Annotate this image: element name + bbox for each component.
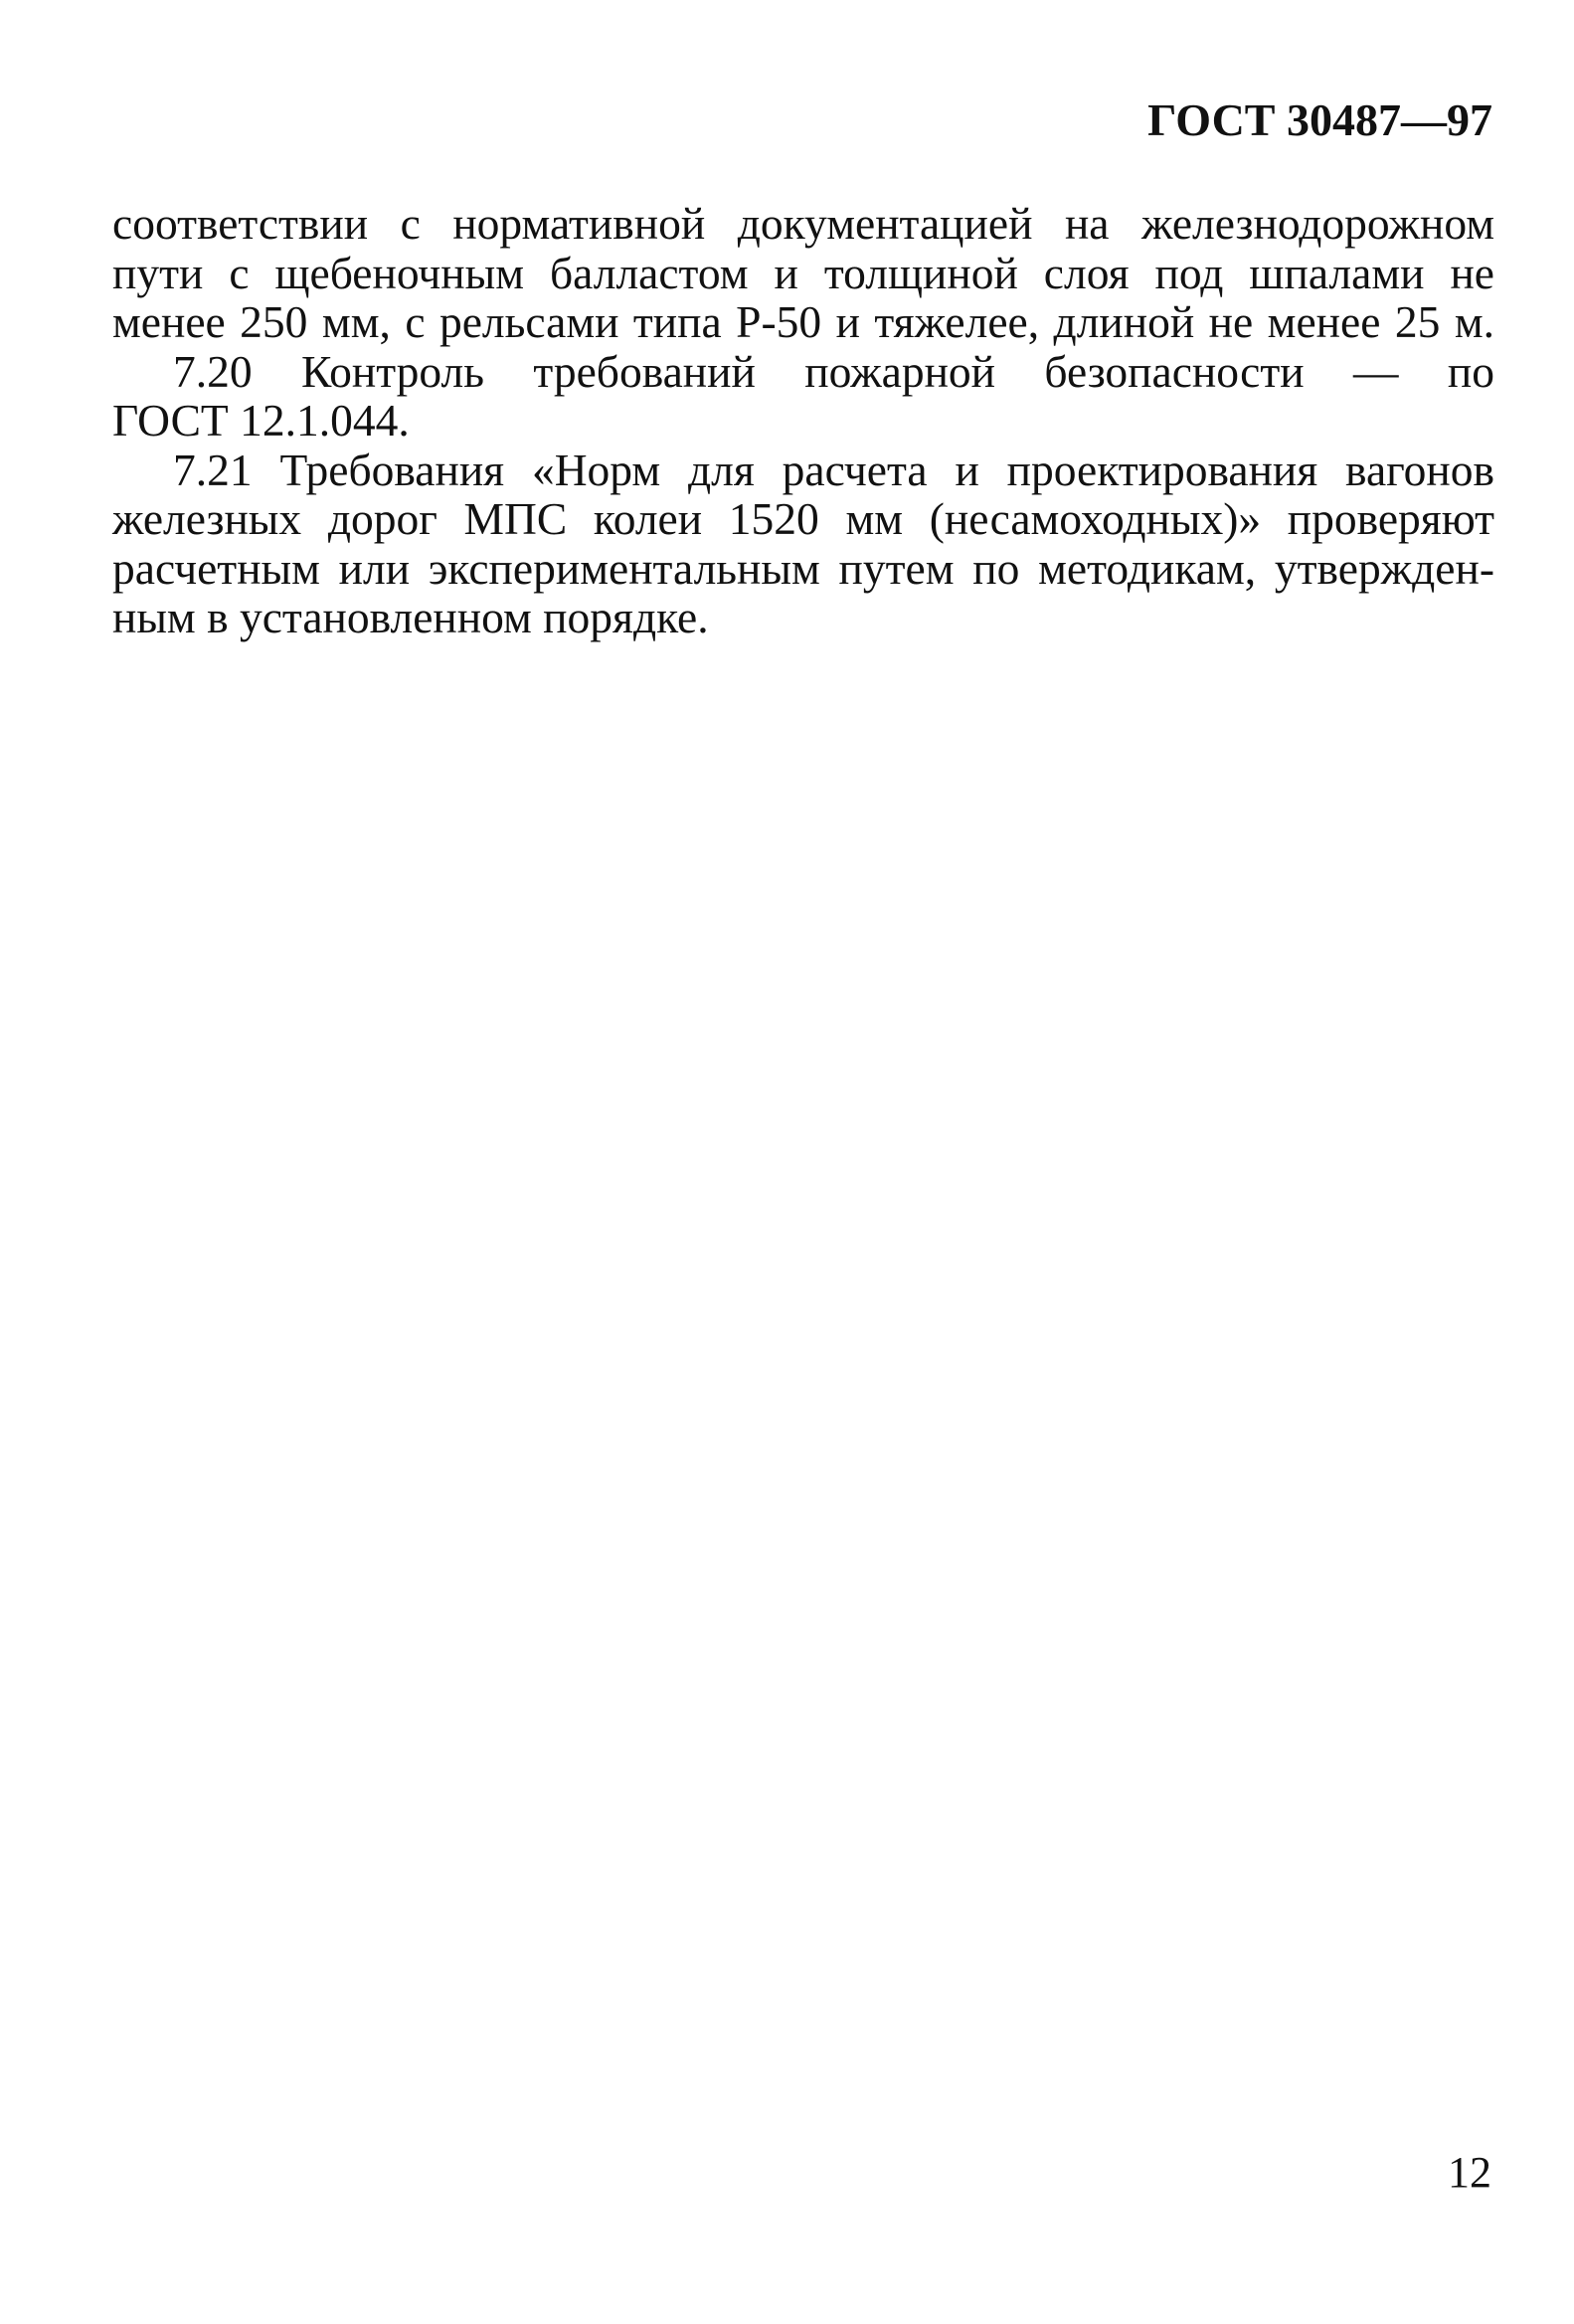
body-text	[112, 199, 1494, 642]
text-line: расчетным или экспериментальным путем по методикам, утвержден-	[112, 542, 1494, 594]
standard-code-header: ГОСТ 30487—97	[1147, 94, 1492, 145]
text-line: соответствии с нормативной документацией на железнодорожном	[112, 198, 1494, 249]
text-line: железных дорог МПС колеи 1520 мм (несамоходных)» проверяют	[112, 493, 1494, 544]
clause-7-21-line: 7.21 Требования «Норм для расчета и проектирования вагонов	[173, 444, 1494, 495]
text-line: пути с щебеночным балластом и толщиной слоя под шпалами не	[112, 247, 1494, 298]
page-number: 12	[1448, 2148, 1491, 2197]
text-line: менее 250 мм, с рельсами типа Р-50 и тяжелее, длиной не менее 25 м.	[112, 296, 1494, 347]
text-line: ным в установленном порядке.	[112, 592, 709, 642]
text-line: ГОСТ 12.1.044.	[112, 395, 410, 446]
clause-7-20-line: 7.20 Контроль требований пожарной безопасности — по	[173, 345, 1494, 397]
